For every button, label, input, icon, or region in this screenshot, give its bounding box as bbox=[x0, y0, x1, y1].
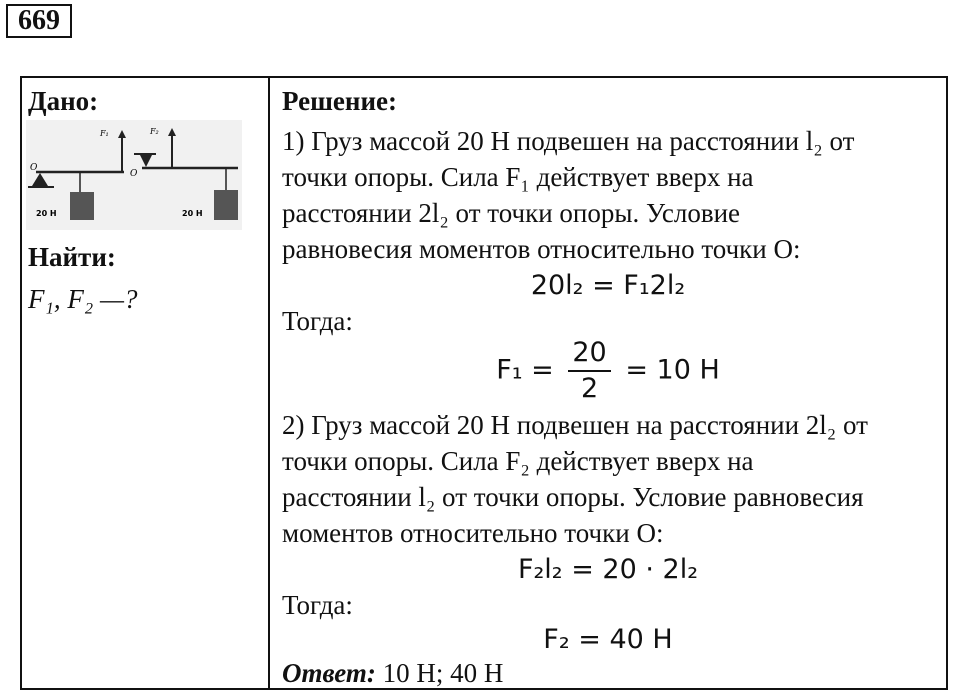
then-label: Тогда: bbox=[282, 306, 353, 336]
weight-2-label: 20 Н bbox=[182, 209, 203, 218]
equation-1: 20l₂ = F₁2l₂ bbox=[530, 270, 686, 301]
fraction-denominator: 2 bbox=[580, 373, 599, 404]
given-column bbox=[22, 78, 268, 688]
solution-text-line: 1) Груз массой 20 Н подвешен на расстоянии l₂ от bbox=[282, 126, 855, 156]
answer bbox=[282, 658, 503, 689]
weight-1-label: 20 Н bbox=[36, 209, 57, 218]
solution-table bbox=[20, 76, 948, 690]
solution-text-line: расстоянии l₂ от точки опоры. Условие равновесия bbox=[282, 482, 864, 512]
solution-heading: Решение: bbox=[282, 86, 397, 116]
find-heading: Найти: bbox=[28, 242, 116, 272]
problem-number: 669 bbox=[6, 4, 72, 38]
find-value: F₁, F₂ —? bbox=[28, 284, 138, 314]
force-2-label: F₂ bbox=[150, 127, 159, 136]
equation-2-lhs: F₁ = bbox=[496, 354, 554, 386]
weight-1-block bbox=[70, 192, 94, 220]
then-label: Тогда: bbox=[282, 590, 353, 620]
solution-text-line: расстоянии 2l₂ от точки опоры. Условие bbox=[282, 198, 740, 228]
equation-3: F₂l₂ = 20 · 2l₂ bbox=[517, 554, 699, 585]
equation-4: F₂ = 40 Н bbox=[543, 624, 673, 655]
solution-text-line: равновесия моментов относительно точки О: bbox=[282, 234, 801, 264]
pivot-1-label: O bbox=[30, 163, 38, 173]
answer-label: Ответ: bbox=[282, 658, 376, 688]
equation-2-rhs: = 10 Н bbox=[625, 354, 720, 386]
lever-diagram bbox=[26, 120, 242, 230]
solution-text-line: точки опоры. Сила F₁ действует вверх на bbox=[282, 162, 754, 192]
pivot-2-label: O bbox=[130, 169, 138, 179]
solution-text-line: 2) Груз массой 20 Н подвешен на расстоянии 2l₂ от bbox=[282, 410, 868, 440]
fraction bbox=[568, 336, 610, 406]
fraction-numerator: 20 bbox=[568, 336, 610, 372]
given-heading: Дано: bbox=[28, 86, 99, 116]
solution-text-line: точки опоры. Сила F₂ действует вверх на bbox=[282, 446, 754, 476]
answer-value: 10 Н; 40 Н bbox=[375, 658, 504, 688]
solution-column bbox=[270, 78, 946, 688]
solution-text-line: моментов относительно точки О: bbox=[282, 518, 664, 548]
equation-2 bbox=[270, 336, 946, 406]
weight-2-block bbox=[214, 190, 238, 220]
force-1-label: F₁ bbox=[100, 129, 109, 138]
